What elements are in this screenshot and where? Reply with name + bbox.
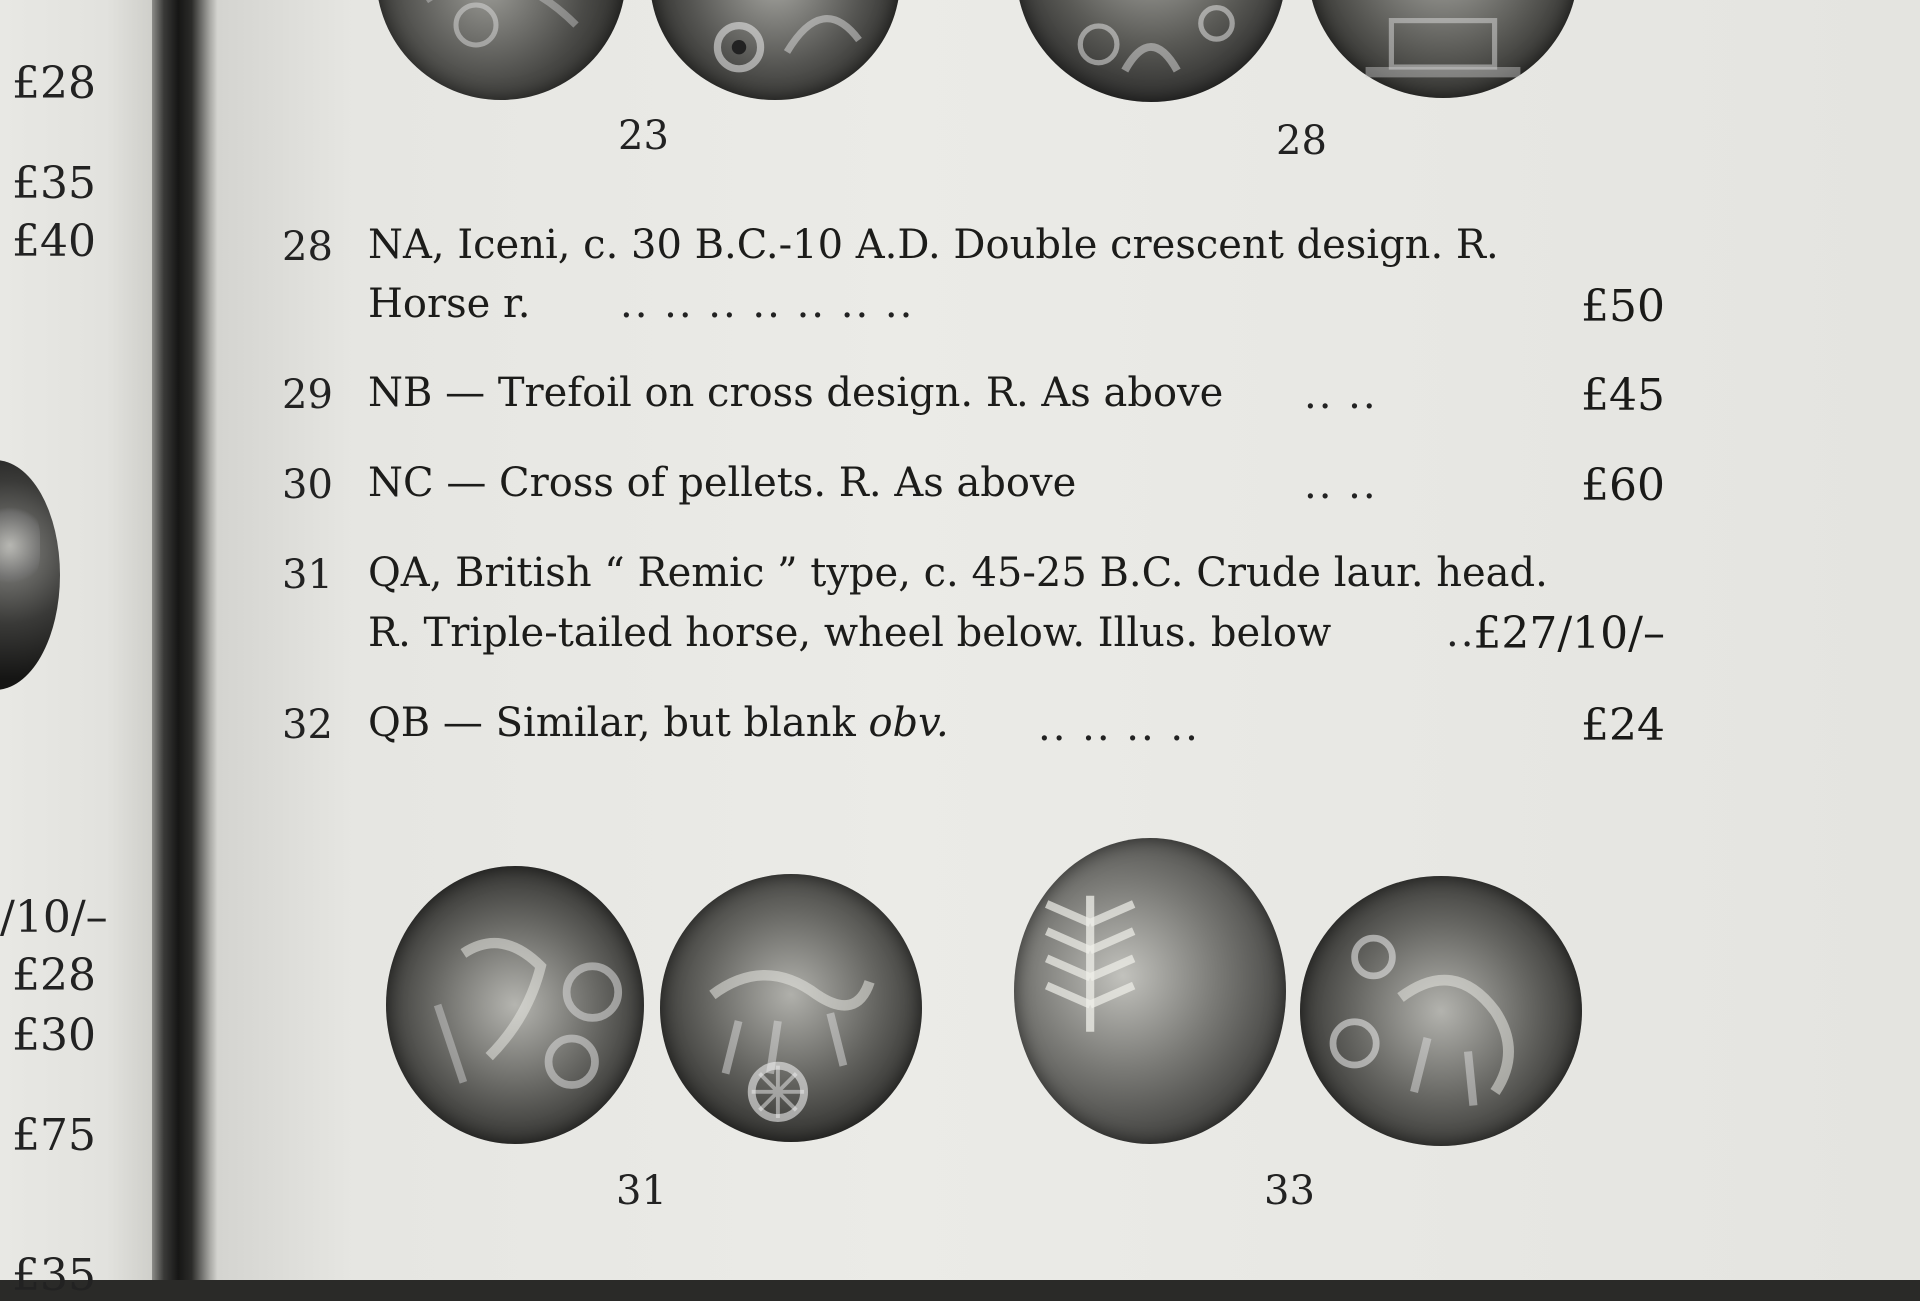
entry-text: — Similar, but blank: [430, 700, 869, 746]
left-page-price: £40: [12, 216, 96, 267]
entry-description: [368, 222, 1499, 268]
coin-caption: 33: [1264, 1168, 1315, 1214]
entry-number: 29: [282, 372, 333, 418]
entry-text: , Iceni, c. 30 B.C.-10 A.D. Double crescent design. R.: [431, 222, 1499, 268]
entry-number: 32: [282, 702, 333, 748]
entry-description: [368, 460, 1076, 506]
coin-caption: 31: [616, 1168, 667, 1214]
entry-code: NC: [368, 460, 434, 506]
entry-description: [368, 370, 1223, 416]
entry-price: £50: [1581, 281, 1665, 332]
entry-description: [368, 550, 1548, 596]
coin-31-reverse-image: [660, 874, 922, 1142]
left-page-price: £75: [12, 1110, 96, 1161]
leader-dots: .. ..: [1304, 372, 1378, 418]
coin-31-obverse-image: [386, 866, 644, 1144]
leader-dots: ..: [1446, 610, 1476, 656]
leader-dots: .. .. .. ..: [1038, 704, 1200, 750]
entry-italic-text: obv.: [868, 700, 949, 746]
left-page-price: £35: [12, 158, 96, 209]
coin-23-obverse-image: [376, 0, 626, 100]
entry-description-continued: Horse r.: [368, 281, 531, 327]
leader-dots: .. ..: [1304, 462, 1378, 508]
left-facing-page: [0, 0, 152, 1301]
entry-number: 30: [282, 462, 333, 508]
entry-price: £24: [1581, 700, 1665, 751]
entry-code: NA: [368, 222, 432, 268]
entry-description-continued: R. Triple-tailed horse, wheel below. Illus. below: [368, 610, 1332, 656]
entry-description: [368, 700, 949, 746]
coin-28-obverse-image: [1016, 0, 1286, 102]
left-page-price: £28: [12, 950, 96, 1001]
leader-dots: .. .. .. .. .. .. ..: [620, 281, 915, 327]
coin-caption: 28: [1276, 118, 1327, 164]
coin-33-reverse-image: [1300, 876, 1582, 1146]
left-page-price: £30: [12, 1010, 96, 1061]
entry-text: — Cross of pellets. R. As above: [433, 460, 1077, 506]
entry-number: 28: [282, 224, 333, 270]
entry-code: NB: [368, 370, 433, 416]
entry-number: 31: [282, 552, 333, 598]
coin-caption: 23: [618, 113, 669, 159]
coin-23-reverse-image: [650, 0, 900, 100]
book-binding-gutter: [152, 0, 218, 1280]
left-page-price: £28: [12, 58, 96, 109]
coin-28-reverse-image: [1308, 0, 1578, 98]
entry-code: QB: [368, 700, 431, 746]
entry-text: , British “ Remic ” type, c. 45-25 B.C. Crude laur. head.: [429, 550, 1548, 596]
left-page-price: £35: [12, 1250, 96, 1301]
entry-price: £45: [1581, 370, 1665, 421]
catalogue-page: [218, 0, 1920, 1280]
entry-price: £27/10/–: [1473, 608, 1665, 659]
entry-price: £60: [1581, 460, 1665, 511]
entry-text: — Trefoil on cross design. R. As above: [432, 370, 1224, 416]
left-page-coin-image: [0, 460, 60, 690]
coin-33-obverse-image: [1014, 838, 1286, 1144]
left-page-price: /10/–: [0, 892, 108, 943]
entry-code: QA: [368, 550, 430, 596]
